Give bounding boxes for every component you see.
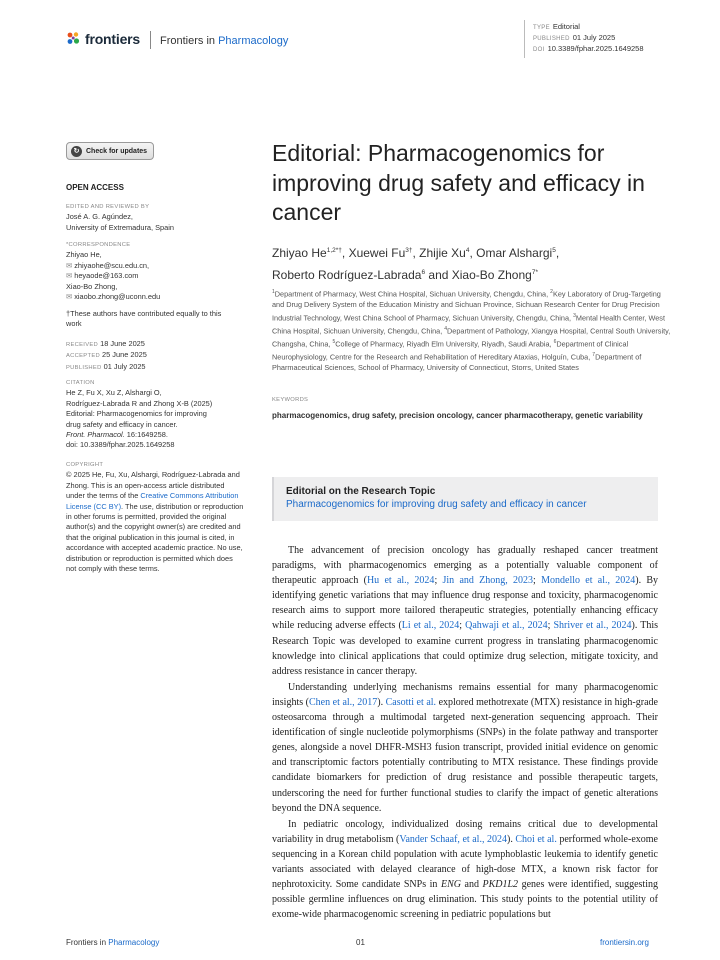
author-affiliation-marker: 5 bbox=[552, 247, 556, 254]
affiliation-text: Department of Pharmaceutical Sciences, School of Pharmacy, University of Connecticut, Storrs, United States bbox=[272, 352, 642, 373]
check-for-updates-button[interactable]: ↻ Check for updates bbox=[66, 142, 154, 160]
author-separator: , bbox=[555, 246, 560, 260]
affiliation-number: 5 bbox=[332, 339, 336, 346]
mail-icon: ✉ bbox=[66, 260, 73, 270]
keywords: pharmacogenomics, drug safety, precision oncology, cancer pharmacotherapy, genetic variability bbox=[272, 411, 643, 420]
article-doi[interactable]: DOI 10.3389/fphar.2025.1649258 bbox=[533, 44, 644, 53]
keywords-label: KEYWORDS bbox=[272, 397, 309, 403]
sidebar-citation: CITATION He Z, Fu X, Xu Z, Alshargi O, Rodríguez-Labrada R and Zhong X-B (2025) Editorial: Pharmacogenomics for improving drug safety and efficacy in cancer. Front. Pharmacol. 16:1649258. doi: 10.3389/fphar.2025.1649258 bbox=[66, 380, 213, 450]
author-list bbox=[272, 241, 672, 285]
paragraph: The advancement of precision oncology has gradually reshaped cancer treatment paradigms, with pharmacogenomics emerging as a potentially valuable component of therapeutic approach (Hu et al., 2024; Jin and Zhong, 2023; Mondello et al., 2024). By identifying genetic variations that may influence drug response and toxicity, pharmacogenomic research aims to support more tailored therapeutic strategies, potentially enhancing efficacy while reducing adverse effects (Li et al., 2024; Qahwaji et al., 2024; Shriver et al., 2024). This Research Topic was developed to examine current progress in translating pharmacogenomic knowledge into clinical applications that could optimize drug selection, mitigate toxicity, and address resistance in cancer therapy. bbox=[272, 545, 659, 677]
paragraph: Understanding underlying mechanisms remains essential for many pharmacogenomic insights (Chen et al., 2017). Casotti et al. explored methotrexate (MTX) resistance in high-grade osteosarcoma through a multimodal targeted next-generation sequencing approach. Their identification of single nucleotide polymorphisms (SNPs) in the folate pathway and transporter genes, alongside a novel DHFR-MSH3 fusion transcript, provided initial evidence on genomic and transcriptomic factors potentially contributing to MTX resistance. These findings provide candidate biomarkers for prediction of drug resistance and possible therapeutic targets, underscoring the need for further functional studies to clarify the impact of genetic alterations beyond the DNA sequence. bbox=[272, 681, 658, 814]
sidebar-copyright: COPYRIGHT © 2025 He, Fu, Xu, Alshargi, Rodríguez-Labrada and Zhong. This is an open-access article distributed under the terms of the Creative Commons Attribution License (CC BY). The use, distribution or reproduction in other forums is permitted, provided the original author(s) and the copyright owner(s) are credited and that the original publication in this journal is cited, in accordance with accepted academic practice. No use, distribution or reproduction is permitted which does not comply with these terms. bbox=[66, 462, 244, 574]
reference-link[interactable]: Vander Schaaf, et al., 2024 bbox=[399, 833, 507, 845]
author-separator: , bbox=[412, 246, 420, 260]
sidebar-correspondence: *CORRESPONDENCE Zhiyao He, ✉ zhiyaohe@scu.edu.cn, ✉ heyaode@163.com Xiao-Bo Zhong, ✉ xiaobo.zhong@uconn.edu bbox=[66, 240, 248, 302]
email-link[interactable]: ✉ heyaode@163.com bbox=[66, 271, 139, 281]
published-date: PUBLISHED 01 July 2025 bbox=[533, 33, 616, 42]
sidebar-editor: EDITED AND REVIEWED BY José A. G. Agúndez, University of Extremadura, Spain bbox=[66, 204, 175, 232]
affiliation-text: Department of Pharmacy, West China Hospital, Sichuan University, Chengdu, China, bbox=[274, 289, 551, 299]
author-name[interactable]: Omar Alshargi bbox=[476, 246, 553, 260]
article-type: TYPE Editorial bbox=[533, 22, 580, 31]
affiliation-number: 3 bbox=[573, 312, 576, 319]
equal-contribution-note: †These authors have contributed equally to this work bbox=[66, 309, 222, 329]
mail-icon: ✉ bbox=[66, 292, 73, 302]
reference-link[interactable]: Mondello et al., 2024 bbox=[541, 575, 636, 587]
article-body bbox=[272, 543, 658, 923]
meta-divider bbox=[524, 20, 525, 58]
frontiers-logo-icon bbox=[66, 31, 82, 47]
affiliation-text: Department of Pathology, Xiangya Hospital, Central South University, Changsha, China, bbox=[272, 326, 671, 349]
affiliations bbox=[272, 287, 672, 374]
affiliation-number: 4 bbox=[444, 325, 448, 332]
affiliation-number: 1 bbox=[272, 289, 275, 295]
reference-link[interactable]: Li et al., 2024 bbox=[401, 620, 460, 632]
reference-link[interactable]: Shriver et al., 2024 bbox=[553, 620, 632, 632]
cc-by-license-link[interactable]: Creative Commons Attribution License (CC BY) bbox=[66, 491, 239, 511]
mail-icon: ✉ bbox=[66, 271, 73, 281]
affiliation-number: 2 bbox=[550, 289, 553, 295]
affiliation-text: College of Pharmacy, Riyadh Elm University, Riyadh, Saudi Arabia, bbox=[335, 339, 554, 349]
footer-journal[interactable]: Frontiers in Pharmacology bbox=[66, 938, 160, 947]
email-link[interactable]: ✉ xiaobo.zhong@uconn.edu bbox=[66, 292, 161, 302]
reference-link[interactable]: Jin and Zhong, 2023 bbox=[442, 575, 534, 587]
author-name[interactable]: Xiao-Bo Zhong bbox=[451, 268, 532, 282]
footer-site-link[interactable]: frontiersin.org bbox=[600, 938, 649, 947]
affiliation-text: Department of Clinical Neurophysiology, Centre for the Research and Rehabilitation of Hereditary Ataxias, Holguín, Cuba, bbox=[272, 339, 629, 362]
article-title: Editorial: Pharmacogenomics for improving drug safety and efficacy in cancer bbox=[272, 140, 645, 225]
reference-link[interactable]: Choi et al. bbox=[515, 833, 557, 845]
author-affiliation-marker: 7* bbox=[531, 269, 538, 276]
author-separator: , bbox=[469, 246, 477, 260]
logo-wordmark: frontiers bbox=[85, 31, 140, 47]
author-separator: , bbox=[341, 246, 349, 260]
affiliation-number: 6 bbox=[553, 339, 557, 346]
author-name[interactable]: Zhijie Xu bbox=[419, 246, 466, 260]
affiliation-text: Mental Health Center, West China Hospital, Sichuan University, Chengdu, China, bbox=[272, 313, 665, 336]
author-affiliation-marker: 6 bbox=[421, 269, 426, 276]
page-number: 01 bbox=[356, 938, 365, 947]
research-topic-link[interactable]: Pharmacogenomics for improving drug safety and efficacy in cancer bbox=[286, 499, 587, 510]
research-topic-box bbox=[272, 477, 658, 521]
research-topic-heading: Editorial on the Research Topic bbox=[286, 486, 436, 497]
reference-link[interactable]: Hu et al., 2024 bbox=[366, 575, 435, 587]
reference-link[interactable]: Casotti et al. bbox=[385, 696, 437, 708]
sidebar-open-access: OPEN ACCESS bbox=[66, 183, 124, 192]
email-link[interactable]: ✉ zhiyaohe@scu.edu.cn, bbox=[66, 260, 150, 270]
author-separator: and bbox=[425, 268, 452, 282]
paragraph: In pediatric oncology, individualized dosing remains critical due to developmental variability in drug metabolism (Vander Schaaf, et al., 2024). Choi et al. performed whole-exome sequencing in a Korean child population with acute lymphoblastic leukemia to identify genetic variants associated with delayed clearance of high-dose MTX, a known risk factor for nephrotoxicity. Some candidate SNPs in ENG and PKD1L2 genes were identified, suggesting possible germline influences on drug elimination. This study points to the potential utility of exome-wide pharmacogenomic screening in pediatric populations but bbox=[272, 818, 658, 921]
sidebar-dates: RECEIVED 18 June 2025 ACCEPTED 25 June 2025 PUBLISHED 01 July 2025 bbox=[66, 339, 147, 371]
refresh-icon: ↻ bbox=[71, 146, 82, 157]
header-divider bbox=[150, 31, 151, 49]
author-affiliation-marker: 4 bbox=[465, 247, 470, 254]
affiliation-number: 7 bbox=[592, 352, 596, 359]
journal-name[interactable]: Frontiers in Pharmacology bbox=[160, 35, 289, 47]
affiliation-text: Key Laboratory of Drug-Targeting and Drug Delivery System of the Education Ministry and Sichuan Province, Sichuan Research Center for Drug Precision Industrial Technology, West China School of Pharmacy, Sichuan University, Chengdu, China, bbox=[272, 289, 661, 323]
author-affiliation-marker: 3† bbox=[405, 247, 413, 254]
author-name[interactable]: Zhiyao He bbox=[272, 246, 327, 260]
reference-link[interactable]: Qahwaji et al., 2024 bbox=[465, 620, 548, 632]
author-name[interactable]: Roberto Rodríguez-Labrada bbox=[272, 268, 422, 282]
author-affiliation-marker: 1,2*† bbox=[326, 247, 342, 254]
reference-link[interactable]: Chen et al., 2017 bbox=[309, 696, 378, 708]
author-name[interactable]: Xuewei Fu bbox=[348, 246, 406, 260]
